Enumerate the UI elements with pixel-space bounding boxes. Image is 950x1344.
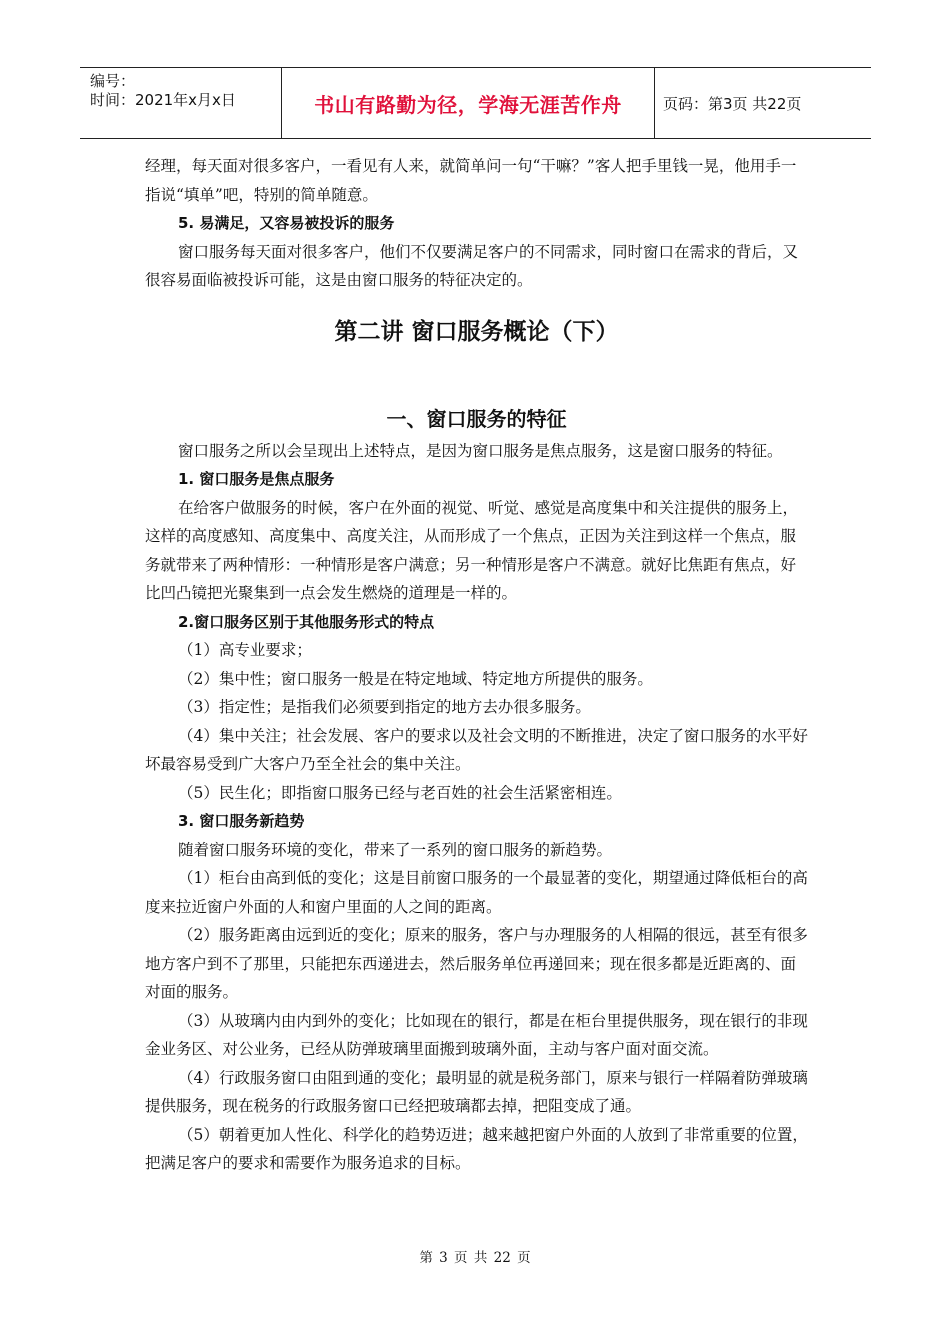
paragraph: 在给客户做服务的时候，客户在外面的视觉、听觉、感觉是高度集中和关注提供的服务上，这样的高度感知、高度集中、高度关注，从而形成了一个焦点，正因为关注到这样一个焦点，服务就带来了两种情形：一种情形是客户满意；另一种情形是客户不满意。就好比焦距有焦点，好比凹凸镜把光聚集到一点会发生燃烧的道理是一样的。	[145, 498, 799, 602]
list-item: （4）行政服务窗口由阻到通的变化；最明显的就是税务部门，原来与银行一样隔着防弹玻璃提供服务，现在税务的行政服务窗口已经把玻璃都去掉，把阻变成了通。	[145, 1068, 808, 1115]
header-motto-cell	[282, 68, 655, 138]
subheading: 5. 易满足，又容易被投诉的服务	[178, 214, 395, 232]
paragraph: 窗口服务之所以会呈现出上述特点，是因为窗口服务是焦点服务，这是窗口服务的特征。	[178, 441, 783, 460]
paragraph: 经理，每天面对很多客户，一看见有人来，就简单问一句“干嘛？”客人把手里钱一晃，他用手一指说“填单”吧，特别的简单随意。	[145, 157, 797, 204]
list-item: （3）指定性；是指我们必须要到指定的地方去办很多服务。	[178, 698, 591, 716]
lecture-title: 第二讲 窗口服务概论（下）	[334, 318, 619, 345]
list-item: （1）高专业要求；	[178, 641, 312, 659]
list-item: （5）朝着更加人性化、科学化的趋势迈进；越来越把窗户外面的人放到了非常重要的位置，把满足客户的要求和需要作为服务追求的目标。	[145, 1125, 808, 1172]
subheading: 3. 窗口服务新趋势	[178, 812, 305, 830]
list-item: （4）集中关注；社会发展、客户的要求以及社会文明的不断推进，决定了窗口服务的水平好坏最容易受到广大客户乃至全社会的集中关注。	[145, 726, 808, 773]
paragraph: 窗口服务每天面对很多客户，他们不仅要满足客户的不同需求，同时窗口在需求的背后，又很容易面临被投诉可能，这是由窗口服务的特征决定的。	[145, 242, 799, 289]
time-label: 时间：2021年x月x日	[90, 91, 236, 109]
section-title: 一、窗口服务的特征	[386, 406, 567, 431]
list-item: （3）从玻璃内由内到外的变化；比如现在的银行，都是在柜台里提供服务，现在银行的非现金业务区、对公业务，已经从防弹玻璃里面搬到玻璃外面，主动与客户面对面交流。	[145, 1011, 808, 1058]
paragraph: 随着窗口服务环境的变化，带来了一系列的窗口服务的新趋势。	[178, 840, 613, 859]
subheading: 1. 窗口服务是焦点服务	[178, 470, 335, 488]
list-item: （2）集中性；窗口服务一般是在特定地域、特定地方所提供的服务。	[178, 669, 653, 688]
document-body	[145, 152, 808, 1178]
header-page-info	[655, 68, 871, 138]
list-item: （1）柜台由高到低的变化；这是目前窗口服务的一个最显著的变化，期望通过降低柜台的高度来拉近窗户外面的人和窗户里面的人之间的距离。	[145, 869, 808, 916]
page-footer: 第 3 页 共 22 页	[419, 1250, 531, 1266]
page-header	[80, 67, 871, 139]
code-label: 编号：	[90, 72, 136, 90]
list-item: （2）服务距离由远到近的变化；原来的服务，客户与办理服务的人相隔的很远，甚至有很多地方客户到不了那里，只能把东西递进去，然后服务单位再递回来；现在很多都是近距离的、面对面的服务。	[145, 926, 808, 1001]
motto: 书山有路勤为径，学海无涯苦作舟	[314, 92, 622, 117]
header-meta	[80, 68, 282, 138]
list-item: （5）民生化；即指窗口服务已经与老百姓的社会生活紧密相连。	[178, 783, 622, 802]
subheading: 2.窗口服务区别于其他服务形式的特点	[178, 612, 435, 631]
page-info: 页码：第3页 共22页	[663, 94, 802, 113]
